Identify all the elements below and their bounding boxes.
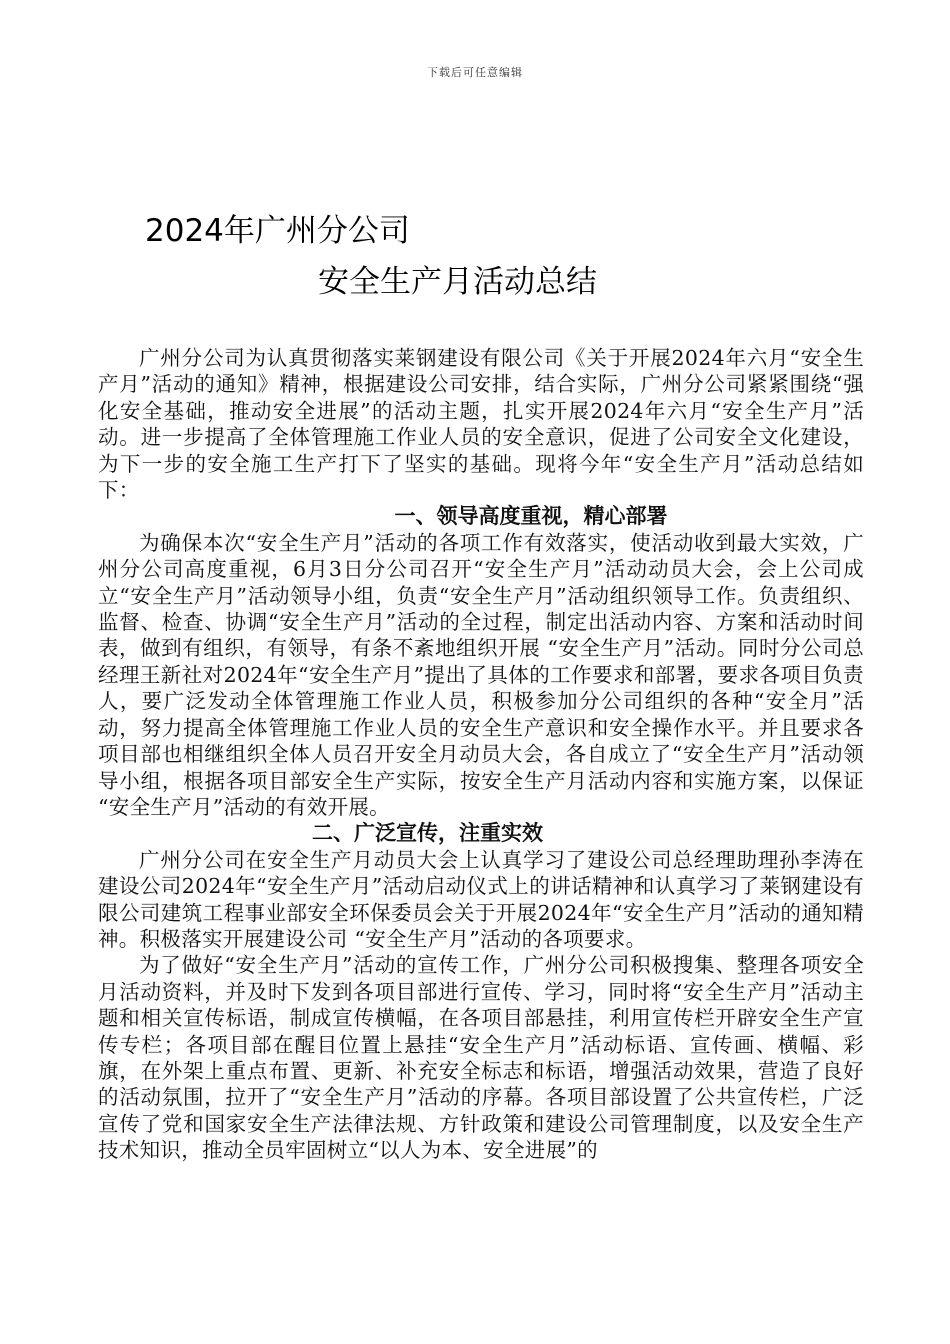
document-body — [98, 345, 864, 1164]
section2-paragraph-1: 广州分公司在安全生产月动员大会上认真学习了建设公司总经理助理孙李涛在建设公司2024年“安全生产月”活动启动仪式上的讲话精神和认真学习了莱钢建设有限公司建筑工程事业部安全环保委员会关于开展2024年“安全生产月”活动的通知精神。积极落实开展建设公司 “安全生产月”活动的各项要求。 — [98, 847, 864, 951]
intro-paragraph: 广州分公司为认真贯彻落实莱钢建设有限公司《关于开展2024年六月“安全生产月”活动的通知》精神，根据建设公司安排，结合实际，广州分公司紧紧围绕“强化安全基础，推动安全进展”的活动主题，扎实开展2024年六月“安全生产月”活动。进一步提高了全体管理施工作业人员的安全意识，促进了公司安全文化建设，为下一步的安全施工生产打下了坚实的基础。现将今年“安全生产月”活动总结如下： — [98, 346, 864, 503]
document-title-line1: 2024年广州分公司 — [145, 213, 410, 249]
section-heading-2: 二、广泛宣传，注重实效 — [312, 820, 543, 846]
document-title-line2: 安全生产月活动总结 — [318, 264, 597, 300]
header-note: 下载后可任意编辑 — [427, 66, 523, 79]
section2-paragraph-2: 为了做好“安全生产月”活动的宣传工作，广州分公司积极搜集、整理各项安全月活动资料，并及时下发到各项目部进行宣传、学习，同时将“安全生产月”活动主题和相关宣传标语，制成宣传横幅，在各项目部悬挂，利用宣传栏开辟安全生产宣传专栏；各项目部在醒目位置上悬挂“安全生产月”活动标语、宣传画、横幅、彩旗，在外架上重点布置、更新、补充安全标志和标语，增强活动效果，营造了良好的活动氛围，拉开了“安全生产月”活动的序幕。各项目部设置了公共宣传栏，广泛宣传了党和国家安全生产法律法规、方针政策和建设公司管理制度，以及安全生产技术知识，推动全员牢固树立“以人为本、安全进展”的 — [98, 953, 864, 1163]
section1-paragraph: 为确保本次“安全生产月”活动的各项工作有效落实，使活动收到最大实效，广州分公司高度重视，6月3日分公司召开“安全生产月”活动动员大会，会上公司成立“安全生产月”活动领导小组，负责“安全生产月”活动组织领导工作。负责组织、监督、检查、协调“安全生产月”活动的全过程，制定出活动内容、方案和活动时间表，做到有组织，有领导，有条不紊地组织开展 “安全生产月”活动。同时分公司总经理王新社对2024年“安全生产月”提出了具体的工作要求和部署，要求各项目负责人，要广泛发动全体管理施工作业人员，积极参加分公司组织的各种“安全月”活动，努力提高全体管理施工作业人员的安全生产意识和安全操作水平。并且要求各项目部也相继组织全体人员召开安全月动员大会，各自成立了“安全生产月”活动领导小组，根据各项目部安全生产实际，按安全生产月活动内容和实施方案，以保证 “安全生产月”活动的有效开展。 — [98, 530, 864, 819]
section-heading-1: 一、领导高度重视，精心部署 — [394, 503, 668, 529]
